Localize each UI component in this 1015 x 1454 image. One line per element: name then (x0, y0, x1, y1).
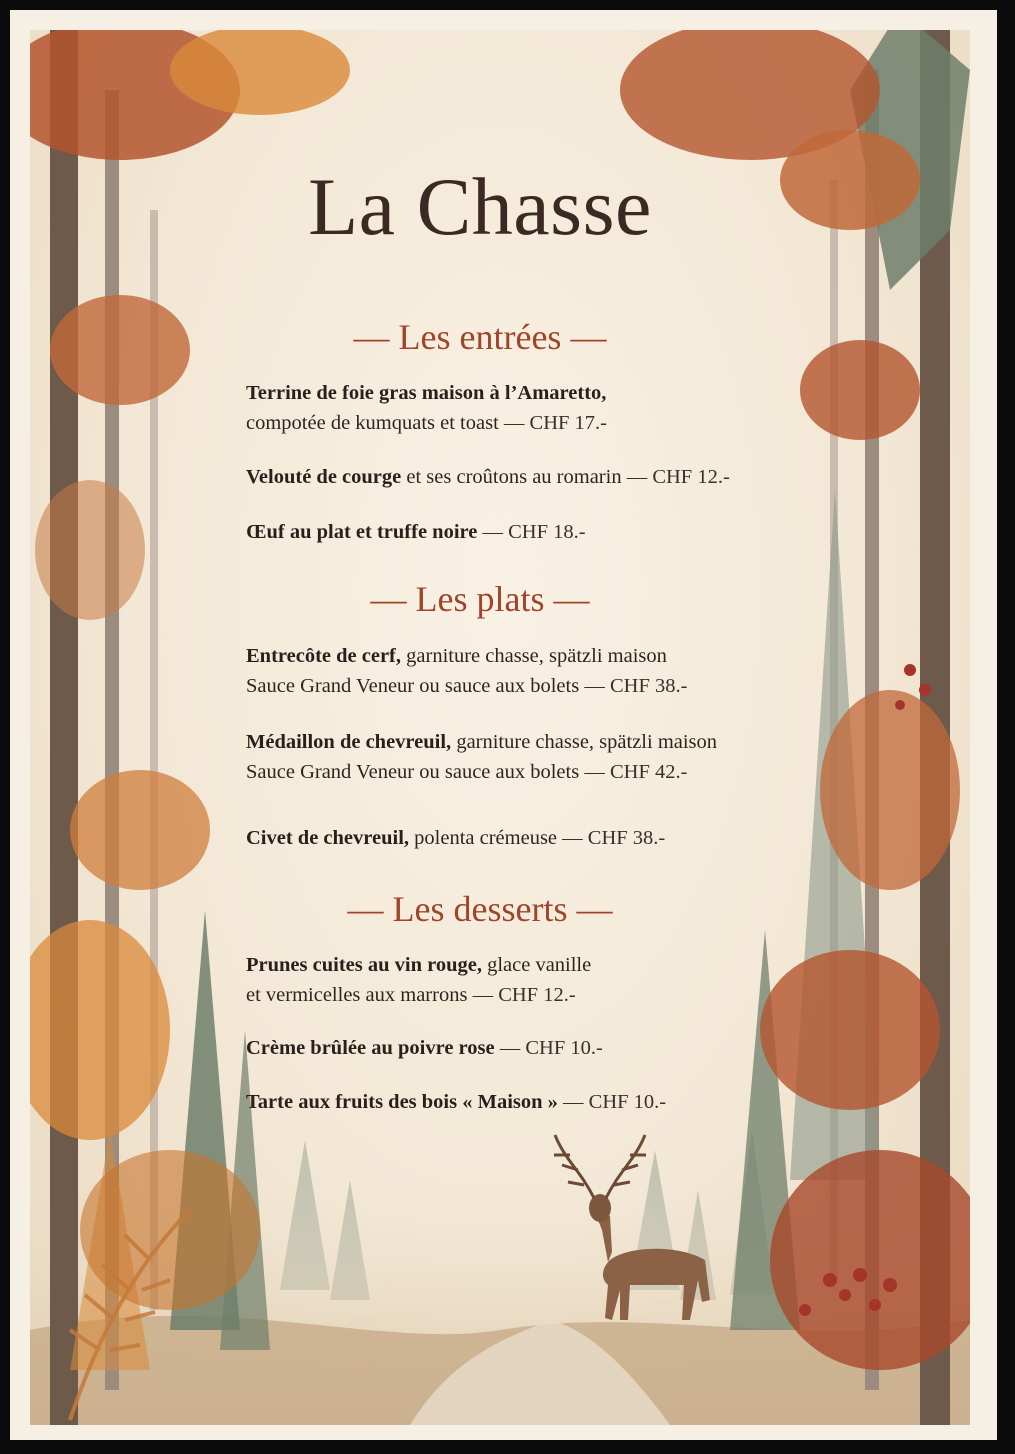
dish-description: et vermicelles aux marrons (246, 984, 468, 1006)
dish-description: Sauce Grand Veneur ou sauce aux bolets (246, 675, 580, 697)
dish-price: — CHF 12.- (467, 984, 576, 1006)
dish-price: — CHF 18.- (477, 521, 586, 543)
dish-name: Entrecôte de cerf, (246, 645, 402, 667)
dish-description: et ses croûtons au romarin (401, 466, 622, 488)
dish-name: Prunes cuites au vin rouge, (246, 954, 482, 976)
dish-description: compotée de kumquats et toast (246, 412, 499, 434)
dish-price: — CHF 10.- (494, 1037, 603, 1059)
dish-price: — CHF 12.- (621, 466, 730, 488)
dish-price: — CHF 10.- (557, 1091, 667, 1113)
menu-item-terrine (246, 378, 806, 438)
dish-name: Médaillon de chevreuil, (246, 731, 452, 753)
dish-name: Velouté de courge (246, 466, 402, 488)
dish-name: Civet de chevreuil, (246, 827, 410, 849)
menu-item-tarte (246, 1087, 806, 1117)
frame-mat (10, 10, 997, 1440)
menu-item-medaillon (246, 727, 806, 787)
section-heading-entrees: — Les entrées — (353, 317, 607, 357)
section-heading-desserts: — Les desserts — (347, 889, 613, 929)
dish-price: — CHF 38.- (557, 827, 666, 849)
menu-item-entrecote (246, 641, 806, 701)
dish-price: — CHF 17.- (498, 412, 607, 434)
menu-item-oeuf (246, 517, 806, 547)
dish-price: — CHF 42.- (579, 761, 688, 783)
dish-description: garniture chasse, spätzli maison (451, 731, 718, 753)
dish-description: garniture chasse, spätzli maison (401, 645, 667, 667)
dish-description: polenta crémeuse (409, 827, 558, 849)
dish-price: — CHF 38.- (579, 675, 688, 697)
dish-name: Œuf au plat et truffe noire (246, 521, 478, 543)
menu-item-veloute (246, 462, 806, 492)
menu-content (30, 30, 950, 1405)
section-heading-plats: — Les plats — (370, 579, 590, 619)
dish-description: glace vanille (481, 954, 592, 976)
dish-name: Terrine de foie gras maison à l’Amaretto, (246, 382, 607, 404)
menu-title: La Chasse (308, 161, 652, 252)
menu-item-civet (246, 823, 806, 853)
dish-name: Crème brûlée au poivre rose (246, 1037, 495, 1059)
dish-name: Tarte aux fruits des bois « Maison » (246, 1091, 558, 1113)
menu-item-creme-brulee (246, 1033, 806, 1063)
dish-description: Sauce Grand Veneur ou sauce aux bolets (246, 761, 580, 783)
menu-poster (30, 30, 970, 1425)
menu-item-prunes (246, 950, 806, 1010)
